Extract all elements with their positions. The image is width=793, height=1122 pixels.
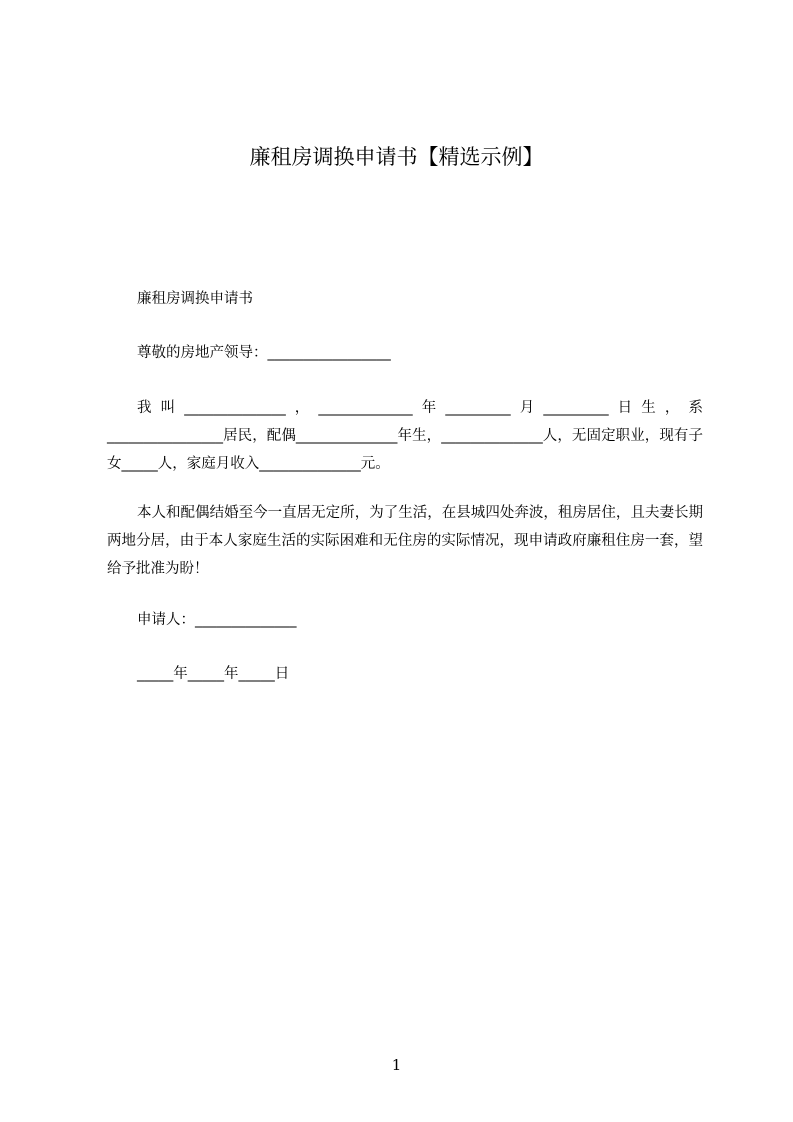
- page-number: 1: [391, 1056, 402, 1074]
- date-line: _____年_____年_____日: [137, 666, 290, 682]
- applicant-signature-line: 申请人：______________: [137, 612, 297, 628]
- applicant-info-paragraph: 我叫______________，_____________年_________月_________日生，系________________居民，配偶______________年生，______________人，无固定职业，现有子女_____人，家庭月收入______________元。: [107, 400, 703, 472]
- document-title: 廉租房调换申请书【精选示例】: [249, 145, 544, 169]
- document-heading: 廉租房调换申请书: [137, 291, 253, 307]
- application-reason-paragraph: 本人和配偶结婚至今一直居无定所，为了生活，在县城四处奔波，租房居住，且夫妻长期两地分居，由于本人家庭生活的实际困难和无住房的实际情况，现申请政府廉租住房一套，望给予批准为盼！: [107, 505, 703, 577]
- salutation: 尊敬的房地产领导：_________________: [137, 345, 391, 361]
